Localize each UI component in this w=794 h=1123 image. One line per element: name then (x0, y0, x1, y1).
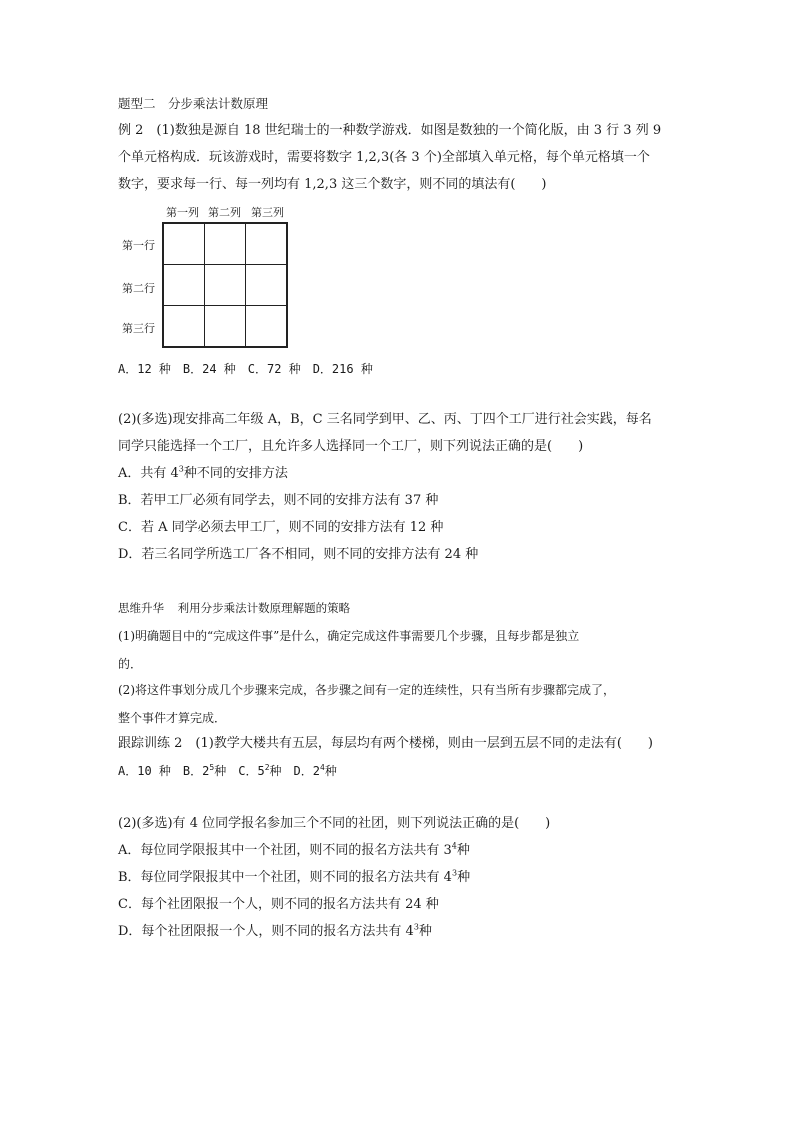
example2-q2-option-c: C．若 A 同学必须去甲工厂，则不同的安排方法有 12 种 (118, 520, 444, 535)
row-header-2: 第二行 (122, 282, 155, 295)
thinking-title: 利用分步乘法计数原理解题的策略 (177, 601, 351, 615)
thinking-line1: (1)明确题目中的“完成这件事”是什么，确定完成这件事需要几个步骤，且每步都是独立 (118, 629, 580, 643)
thinking-line3: (2)将这件事划分成几个步骤来完成，各步骤之间有一定的连续性，只有当所有步骤都完成了， (118, 683, 616, 697)
training2-q2-option-c: C．每个社团限报一个人，则不同的报名方法共有 24 种 (118, 897, 439, 912)
example2-q1-line2: 个单元格构成．玩该游戏时，需要将数字 1,2,3(各 3 个)全部填入单元格，每个单元格填一个 (118, 150, 650, 165)
thinking-label: 思维升华 (118, 601, 164, 615)
example2-q2-option-d: D．若三名同学所选工厂各不相同，则不同的安排方法有 24 种 (118, 547, 479, 562)
training2-q2-option-a: A．每位同学限报其中一个社团，则不同的报名方法共有 $3^4$种 (118, 841, 470, 858)
example2-q2-line2: 同学只能选择一个工厂，且允许多人选择同一个工厂，则下列说法正确的是( ) (118, 439, 584, 454)
thinking-heading (118, 599, 350, 617)
training2-q2-option-d: D．每个社团限报一个人，则不同的报名方法共有 $4^3$种 (118, 922, 432, 939)
section-title: 题型二 分步乘法计数原理 (118, 96, 269, 111)
example2-q1-options: A．12 种 B．24 种 C．72 种 D．216 种 (118, 362, 373, 376)
col-header-3: 第三列 (251, 206, 284, 219)
row-header-1: 第一行 (122, 239, 155, 252)
example2-q2-line1: (2)(多选)现安排高二年级 A，B，C 三名同学到甲、乙、丙、丁四个工厂进行社会实践，每名 (118, 412, 652, 427)
col-header-1: 第一列 (166, 206, 199, 219)
row-header-3: 第三行 (122, 322, 155, 335)
thinking-line4: 整个事件才算完成． (118, 711, 227, 725)
grid-cell (245, 305, 287, 347)
sudoku-grid (162, 222, 288, 348)
example2-q1-line1: 例 2 (1)数独是源自 18 世纪瑞士的一种数学游戏．如图是数独的一个简化版，由 3 行 3 列 9 (118, 123, 662, 138)
training2-q1: 跟踪训练 2 (1)教学大楼共有五层，每层均有两个楼梯，则由一层到五层不同的走法有( ) (118, 736, 653, 751)
grid-cell (163, 223, 205, 265)
example2-q2-option-a: A．共有 $4^3$种不同的安排方法 (118, 464, 288, 481)
grid-cell (204, 264, 246, 306)
example2-q1-line3: 数字，要求每一行、每一列均有 1,2,3 这三个数字，则不同的填法有( ) (118, 177, 547, 192)
grid-cell (163, 264, 205, 306)
training2-q2: (2)(多选)有 4 位同学报名参加三个不同的社团，则下列说法正确的是( ) (118, 816, 551, 831)
grid-cell (204, 305, 246, 347)
grid-cell (204, 223, 246, 265)
example2-q2-option-b: B．若甲工厂必须有同学去，则不同的安排方法有 37 种 (118, 493, 439, 508)
thinking-line2: 的． (118, 657, 143, 671)
grid-cell (163, 305, 205, 347)
grid-cell (245, 223, 287, 265)
col-header-2: 第二列 (208, 206, 241, 219)
training2-q1-options: A．10 种 B．$2^5$种 C．$5^2$种 D．$2^4$种 (118, 763, 337, 778)
grid-cell (245, 264, 287, 306)
training2-q2-option-b: B．每位同学限报其中一个社团，则不同的报名方法共有 $4^3$种 (118, 868, 471, 885)
